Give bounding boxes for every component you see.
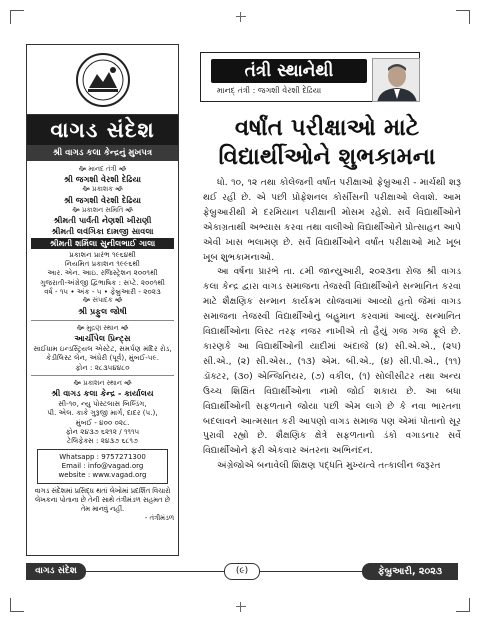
contact-box <box>37 449 168 484</box>
designer-heading: 🙞 સંપાદક 🙜 <box>82 296 123 305</box>
registration-mark-top <box>236 12 246 22</box>
office-name: શ્રી વાગડ કલા કેન્દ્ર - કાર્યાલય <box>51 388 154 399</box>
footer-rule <box>86 571 224 572</box>
editorial-subtitle: માનદ્ તંત્રી : જગશી વેરશી દેઢિયા <box>217 86 322 95</box>
publisher-name: શ્રી જગશી વેરશી દેઢિયા <box>63 194 142 205</box>
publication-start: પ્રકાશન પ્રારંભ ૧૯૬૪થી <box>69 249 136 259</box>
divider <box>31 375 174 376</box>
registration-number: આર. એન. આઇ. રજિસ્ટ્રેશન ૨૦૦૧થી <box>47 268 158 278</box>
committee-member: શ્રીમતી લવંગિકા દામજી સાવલા <box>51 225 154 236</box>
editor-photo <box>372 58 420 102</box>
article-title-line: વિદ્યાર્થીઓને શુભકામના <box>218 144 436 170</box>
committee-member: શ્રીમતી પાર્વતી નેણશી ખીરાણી <box>53 214 152 225</box>
masthead-sidebar <box>26 44 179 556</box>
whatsapp-number[interactable]: Whatsapp : 9757271300 <box>59 452 146 461</box>
article-paragraph: ધો. ૧૦, ૧૨ તથા કોલેજની વર્ષાંત પરીક્ષાઓ ફેબ્રુઆરી - માર્ચથી શરૂ થઈ રહી છે. એ પછી પ્રોફેશનલ કોર્સીસની પરીક્ષાઓ લેવાશે. આમ ફેબ્રુઆરીથી મે દરમિયાન પરીક્ષાની મોસમ રહેશે. સર્વે વિદ્યાર્થીઓને એકાગ્રતાથી અભ્યાસ કરવા તથા વાલીઓ વિદ્યાર્થીઓને પ્રોત્સાહન આપે એવી ખાસ ભલામણ છે. સર્વે વિદ્યાર્થીઓને વર્ષાંત પરીક્ષાઓ માટે ખૂબ ખૂબ શુભકામનાઓ. <box>203 177 461 263</box>
article-body <box>203 176 461 474</box>
article-title <box>196 114 458 172</box>
brand-subtitle: શ્રી વાગડ કલા કેન્દ્રનું મુખપત્ર <box>27 145 178 161</box>
publisher-heading: 🙞 પ્રકાશક 🙜 <box>82 185 123 194</box>
office-heading: 🙞 પ્રકાશન સ્થાન 🙜 <box>73 378 132 387</box>
crop-mark-top-right <box>456 10 470 24</box>
office-fax: ટેલિફેક્સ : ૨૪૩૭ ૬૮૧૭ <box>67 436 138 446</box>
crop-mark-bottom-left <box>10 598 24 612</box>
article-paragraph: અંગ્રેજોએ બનાવેલી શિક્ષણ પદ્ધતિ મુખ્યત્વે તત્કાલીન જરૂરત <box>217 460 441 472</box>
committee-heading: 🙞 પ્રકાશન સમિતિ 🙜 <box>72 205 133 214</box>
committee-member: શ્રીમતી શર્મિલા સુનીલભાઈ ગાલા <box>31 238 174 249</box>
website-link[interactable]: website : www.vagad.org <box>58 470 147 479</box>
publication-regular: નિયમિત પ્રકાશન ૧૯૯૬થી <box>65 259 140 269</box>
editorial-title: તંત્રી સ્થાનેથી <box>211 59 367 83</box>
crop-mark-bottom-right <box>456 598 470 612</box>
press-address: કેડીલિસ્ટ લેન, અંધેરી (પૂર્વ), મુંબઈ-૫૯. <box>45 353 160 363</box>
office-address: પી. એલ. કાકે ગુરૂજી માર્ગ, દાદર (પ.), <box>47 408 158 418</box>
editor-name: શ્રી જગશી વેરશી દેઢિયા <box>63 174 142 185</box>
designer-name: શ્રી પ્રફુલ જોષી <box>78 305 127 316</box>
language-info: ગુજરાતી-અંગ્રેજી દ્વિભાષિક : સપ્ટે. ૨૦૦૧થી <box>40 277 165 287</box>
brand-name: વાગડ સંદેશ <box>27 115 178 145</box>
crop-mark-top-left <box>10 10 24 24</box>
page-footer <box>26 563 458 580</box>
email-address[interactable]: Email : info@vagad.org <box>61 461 144 470</box>
footer-rule <box>260 571 362 572</box>
disclaimer-signature: - તંત્રીમંડળ <box>144 513 174 522</box>
footer-publication-name: વાગડ સંદેશ <box>26 563 86 580</box>
issue-info: વર્ષ - ૧૫ • અંક - ૫ • ફેબ્રુઆરી - ૨૦૨૩ <box>44 287 161 297</box>
person-portrait-icon <box>373 59 420 102</box>
article-paragraph: આ વર્ષના પ્રારંભે તા. ૮મી જાન્યુઆરી, ૨૦૨૩ના રોજ શ્રી વાગડ કલા કેન્દ્ર દ્વારા વાગડ સમાજના તેજસ્વી વિદ્યાર્થીઓને સન્માનિત કરવા માટે શૈક્ષણિક સન્માન કાર્યક્રમ યોજવામાં આવ્યો હતો જેમાં વાગડ સમાજના તેજસ્વી વિદ્યાર્થીઓનું બહુમાન કરવામાં આવ્યું. સન્માનિત વિદ્યાર્થીઓના લિસ્ટ તરફ નજર નાખીએ તો હૈયું ગજ ગજ ફૂલે છે. કારણકે આ વિદ્યાર્થીઓની યાદીમાં અંદાજે (૪) સી.એ.એ., (૨૫) સી.એ., (૨) સી.એસ., (૧૩) એમ. બી.એ., (૪) સી.પી.એ., (૧૧) ડૉક્ટર, (૩૦) એન્જિનિયર, (૭) વકીલ, (૧) સોલીસીટર તથા અન્ય ઉચ્ચ શિક્ષિત વિદ્યાર્થીઓના નામો જોઈ શકાય છે. આ બધા વિદ્યાર્થીઓની સફળતાને જોયા પછી એમ લાગે છે કે નવા ભારતના બદલાવને આત્મસાત કરી આપણો વાગડ સમાજ પણ એમાં પોતાનો સૂર પુરાવી રહ્યો છે. શૈક્ષણિક ક્ષેત્રે સફળતાનો ડંકો વગાડનાર સર્વે વિદ્યાર્થીઓને ફરી એકવાર અંતરના અભિનંદન. <box>203 266 461 457</box>
office-address: સી-૧૦, ન્યુ પોસ્ટલાસ બિલ્ડિંગ, <box>58 399 147 409</box>
press-name: આર્ચીપેલ પ્રિન્ટ્સ <box>74 332 131 343</box>
press-address: સાઈધામ ઇન્ડસ્ટ્રિયલ એસ્ટેટ, સમર્પણ મંદિર રોડ, <box>33 343 172 353</box>
vagad-kala-kendra-logo <box>75 52 131 108</box>
press-heading: 🙞 મુદ્રણ સ્થાન 🙜 <box>76 323 129 332</box>
page-number: (૯) <box>224 563 260 580</box>
press-phone: ફોન : ૨૮૩૫૪૪૮૦ <box>75 362 130 372</box>
editor-heading: 🙞 માનદ તંત્રી 🙜 <box>78 165 127 173</box>
footer-issue-date: ફેબ્રુઆરી, ૨૦૨૩ <box>362 563 458 580</box>
disclaimer-note: વાગડ સંદેશમાં પ્રસિદ્ધ થતાં લેખોમાં પ્રદર્શિત વિચારો લેખકના પોતાના છે તેની સાથે તંત્રીમંડળ સહમત છે તેમ માનવું નહીં. <box>34 486 171 513</box>
office-address: મુંબઈ - ૪૦૦ ૦૨૮. <box>75 417 130 427</box>
registration-mark-bottom <box>236 602 246 612</box>
divider <box>31 320 174 321</box>
logo-area <box>27 45 178 115</box>
office-phone: ફોન ૨૪૩૭ ૬૨૧૨ / ૧૧૧૫ <box>65 427 140 437</box>
article-title-line: વર્ષાંત પરીક્ષાઓ માટે <box>234 115 420 141</box>
